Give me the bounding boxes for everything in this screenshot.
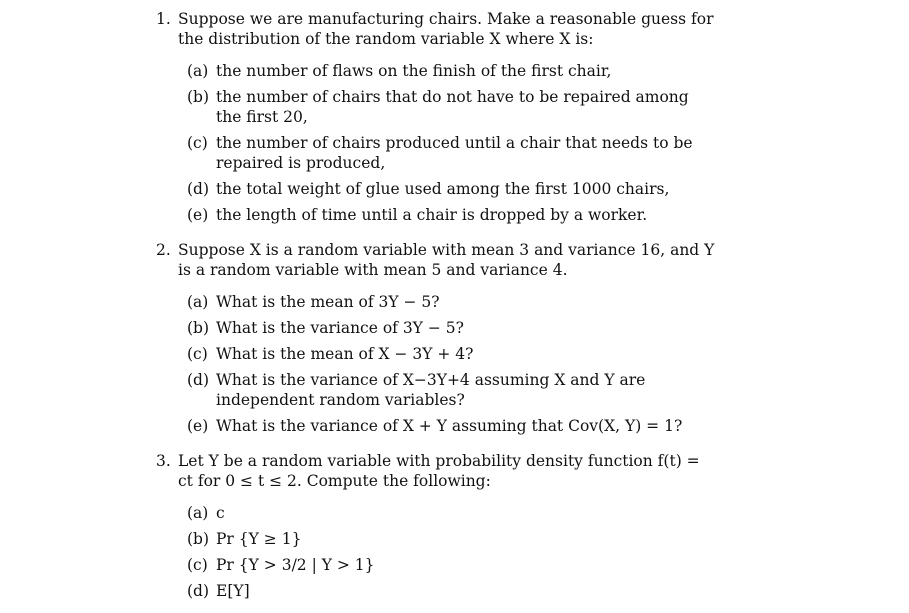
part-label: (e) bbox=[187, 206, 209, 224]
part-text: the total weight of glue used among the first 1000 chairs, bbox=[216, 180, 670, 198]
part-text: Pr {Y ≥ 1} bbox=[216, 530, 302, 548]
part-label: (d) bbox=[187, 180, 210, 198]
part-text: What is the variance of X−3Y+4 assuming X and Y are independent random variables? bbox=[216, 371, 646, 409]
problem-stem: Let Y be a random variable with probability density function f(t) = ct for 0 ≤ t ≤ 2. Compute the following: bbox=[178, 452, 700, 490]
problem-part bbox=[187, 133, 716, 173]
problem-header bbox=[156, 451, 716, 491]
problem-part bbox=[187, 205, 716, 225]
part-label: (e) bbox=[187, 417, 209, 435]
problem-2 bbox=[156, 240, 716, 442]
part-text: What is the variance of X + Y assuming that Cov(X, Y) = 1? bbox=[216, 417, 683, 435]
part-label: (b) bbox=[187, 530, 210, 548]
problem-part bbox=[187, 503, 716, 523]
part-label: (a) bbox=[187, 504, 209, 522]
problem-part bbox=[187, 581, 716, 601]
part-text: the number of chairs that do not have to be repaired among the first 20, bbox=[216, 88, 689, 126]
part-text: the number of chairs produced until a chair that needs to be repaired is produced, bbox=[216, 134, 693, 172]
problem-part bbox=[187, 555, 716, 575]
problem-part bbox=[187, 292, 716, 312]
part-label: (a) bbox=[187, 293, 209, 311]
problem-part bbox=[187, 318, 716, 338]
problem-3 bbox=[156, 451, 716, 607]
part-label: (b) bbox=[187, 88, 210, 106]
problem-part bbox=[187, 344, 716, 364]
problem-parts bbox=[187, 503, 716, 601]
problem-parts bbox=[187, 292, 716, 436]
problem-part bbox=[187, 61, 716, 81]
problem-part bbox=[187, 87, 716, 127]
part-label: (c) bbox=[187, 134, 208, 152]
problem-stem: Suppose we are manufacturing chairs. Make a reasonable guess for the distribution of the random variable X where X is: bbox=[178, 10, 714, 48]
part-text: What is the mean of 3Y − 5? bbox=[216, 293, 440, 311]
problem-1 bbox=[156, 9, 716, 231]
problem-number: 1. bbox=[156, 10, 171, 28]
part-label: (c) bbox=[187, 345, 208, 363]
part-label: (b) bbox=[187, 319, 210, 337]
problem-header bbox=[156, 9, 716, 49]
problem-number: 2. bbox=[156, 241, 171, 259]
problem-part bbox=[187, 370, 716, 410]
problem-part bbox=[187, 179, 716, 199]
part-text: Pr {Y > 3/2 | Y > 1} bbox=[216, 556, 375, 574]
part-text: the length of time until a chair is dropped by a worker. bbox=[216, 206, 648, 224]
problem-header bbox=[156, 240, 716, 280]
part-text: the number of flaws on the finish of the first chair, bbox=[216, 62, 612, 80]
part-label: (d) bbox=[187, 582, 210, 600]
problem-part bbox=[187, 529, 716, 549]
part-label: (a) bbox=[187, 62, 209, 80]
problem-stem: Suppose X is a random variable with mean 3 and variance 16, and Y is a random variable with mean 5 and variance 4. bbox=[178, 241, 715, 279]
part-text: What is the variance of 3Y − 5? bbox=[216, 319, 464, 337]
part-text: E[Y] bbox=[216, 582, 250, 600]
part-text: c bbox=[216, 504, 225, 522]
part-text: What is the mean of X − 3Y + 4? bbox=[216, 345, 474, 363]
part-label: (c) bbox=[187, 556, 208, 574]
problem-parts bbox=[187, 61, 716, 225]
problem-number: 3. bbox=[156, 452, 171, 470]
problem-part bbox=[187, 416, 716, 436]
part-label: (d) bbox=[187, 371, 210, 389]
